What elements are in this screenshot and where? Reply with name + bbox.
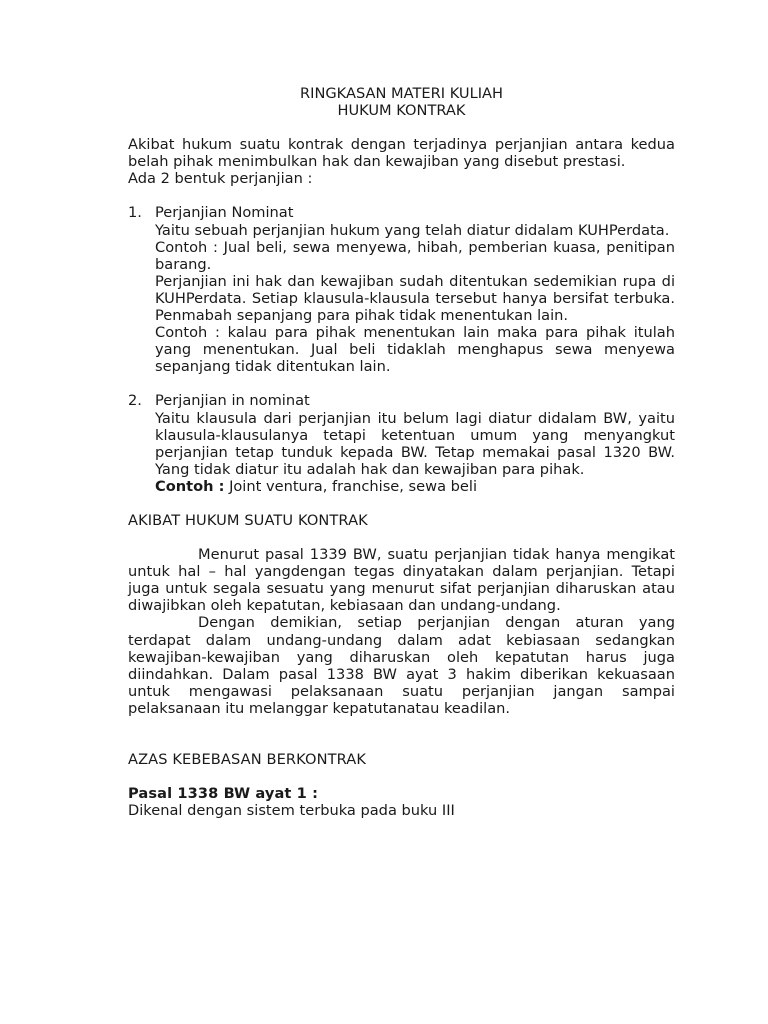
section-heading-consequences: AKIBAT HUKUM SUATU KONTRAK <box>128 511 368 529</box>
item-title: Perjanjian in nominat <box>155 392 310 410</box>
item-example: Contoh : Jual beli, sewa menyewa, hibah, pemberian kuasa, penitipan barang. <box>155 238 675 273</box>
item-definition: Yaitu klausula dari perjanjian itu belum lagi diatur didalam BW, yaitu klausula-klausulanya tetapi ketentuan umum yang menyangkut perjanjian tetap tunduk kepada BW. Tetap memakai pasal 1320 BW. Yang tidak diatur itu adalah hak dan kewajiban para pihak. <box>155 409 675 478</box>
example-label: Contoh : <box>155 477 225 495</box>
item-definition: Yaitu sebuah perjanjian hukum yang telah diatur didalam KUHPerdata. <box>155 221 670 239</box>
section1-paragraph-1: Menurut pasal 1339 BW, suatu perjanjian tidak hanya mengikat untuk hal – hal yangdengan tegas dinyatakan dalam perjanjian. Tetapi juga untuk segala sesuatu yang menurut sifat perjanjian diharuskan atau diwajibkan oleh kepatutan, kebiasaan dan undang-undang. <box>128 546 675 615</box>
agreement-type-list <box>128 204 675 495</box>
list-number: 1. <box>128 204 142 222</box>
section1-paragraph-2: Dengan demikian, setiap perjanjian dengan aturan yang terdapat dalam undang-undang dalam adat kebiasaan sedangkan kewajiban-kewajiban yang diharuskan oleh kepatutan harus juga diindahkan. Dalam pasal 1338 BW ayat 3 hakim diberikan kekuasaan untuk mengawasi pelaksanaan suatu perjanjian jangan sampai pelaksanaan itu melanggar kepatutanatau keadilan. <box>128 614 675 717</box>
document-title <box>128 85 675 119</box>
list-number: 2. <box>128 392 142 410</box>
title-line-2: HUKUM KONTRAK <box>337 102 466 120</box>
title-line-1: RINGKASAN MATERI KULIAH <box>300 85 503 102</box>
item-example-2: Contoh : kalau para pihak menentukan lain maka para pihak itulah yang menentukan. Jual beli tidaklah menghapus sewa menyewa sepanjang tidak ditentukan lain. <box>155 324 675 376</box>
list-item <box>128 392 675 495</box>
item-explanation: Perjanjian ini hak dan kewajiban sudah ditentukan sedemikian rupa di KUHPerdata. Setiap klausula-klausula tersebut hanya bersifat terbuka. Penmabah sepanjang para pihak tidak menentukan lain. <box>155 272 675 325</box>
intro-paragraph: Akibat hukum suatu kontrak dengan terjadinya perjanjian antara kedua belah pihak menimbulkan hak dan kewajiban yang disebut prestasi. <box>128 136 675 171</box>
item-example <box>155 478 675 495</box>
list-item <box>128 204 675 375</box>
example-text: Joint ventura, franchise, sewa beli <box>224 477 477 495</box>
section2-subheading: Pasal 1338 BW ayat 1 : <box>128 785 319 803</box>
forms-intro: Ada 2 bentuk perjanjian : <box>128 170 313 188</box>
section-heading-freedom: AZAS KEBEBASAN BERKONTRAK <box>128 751 367 768</box>
item-title: Perjanjian Nominat <box>155 204 294 222</box>
document-page <box>128 85 675 819</box>
section2-text: Dikenal dengan sistem terbuka pada buku III <box>128 802 455 820</box>
